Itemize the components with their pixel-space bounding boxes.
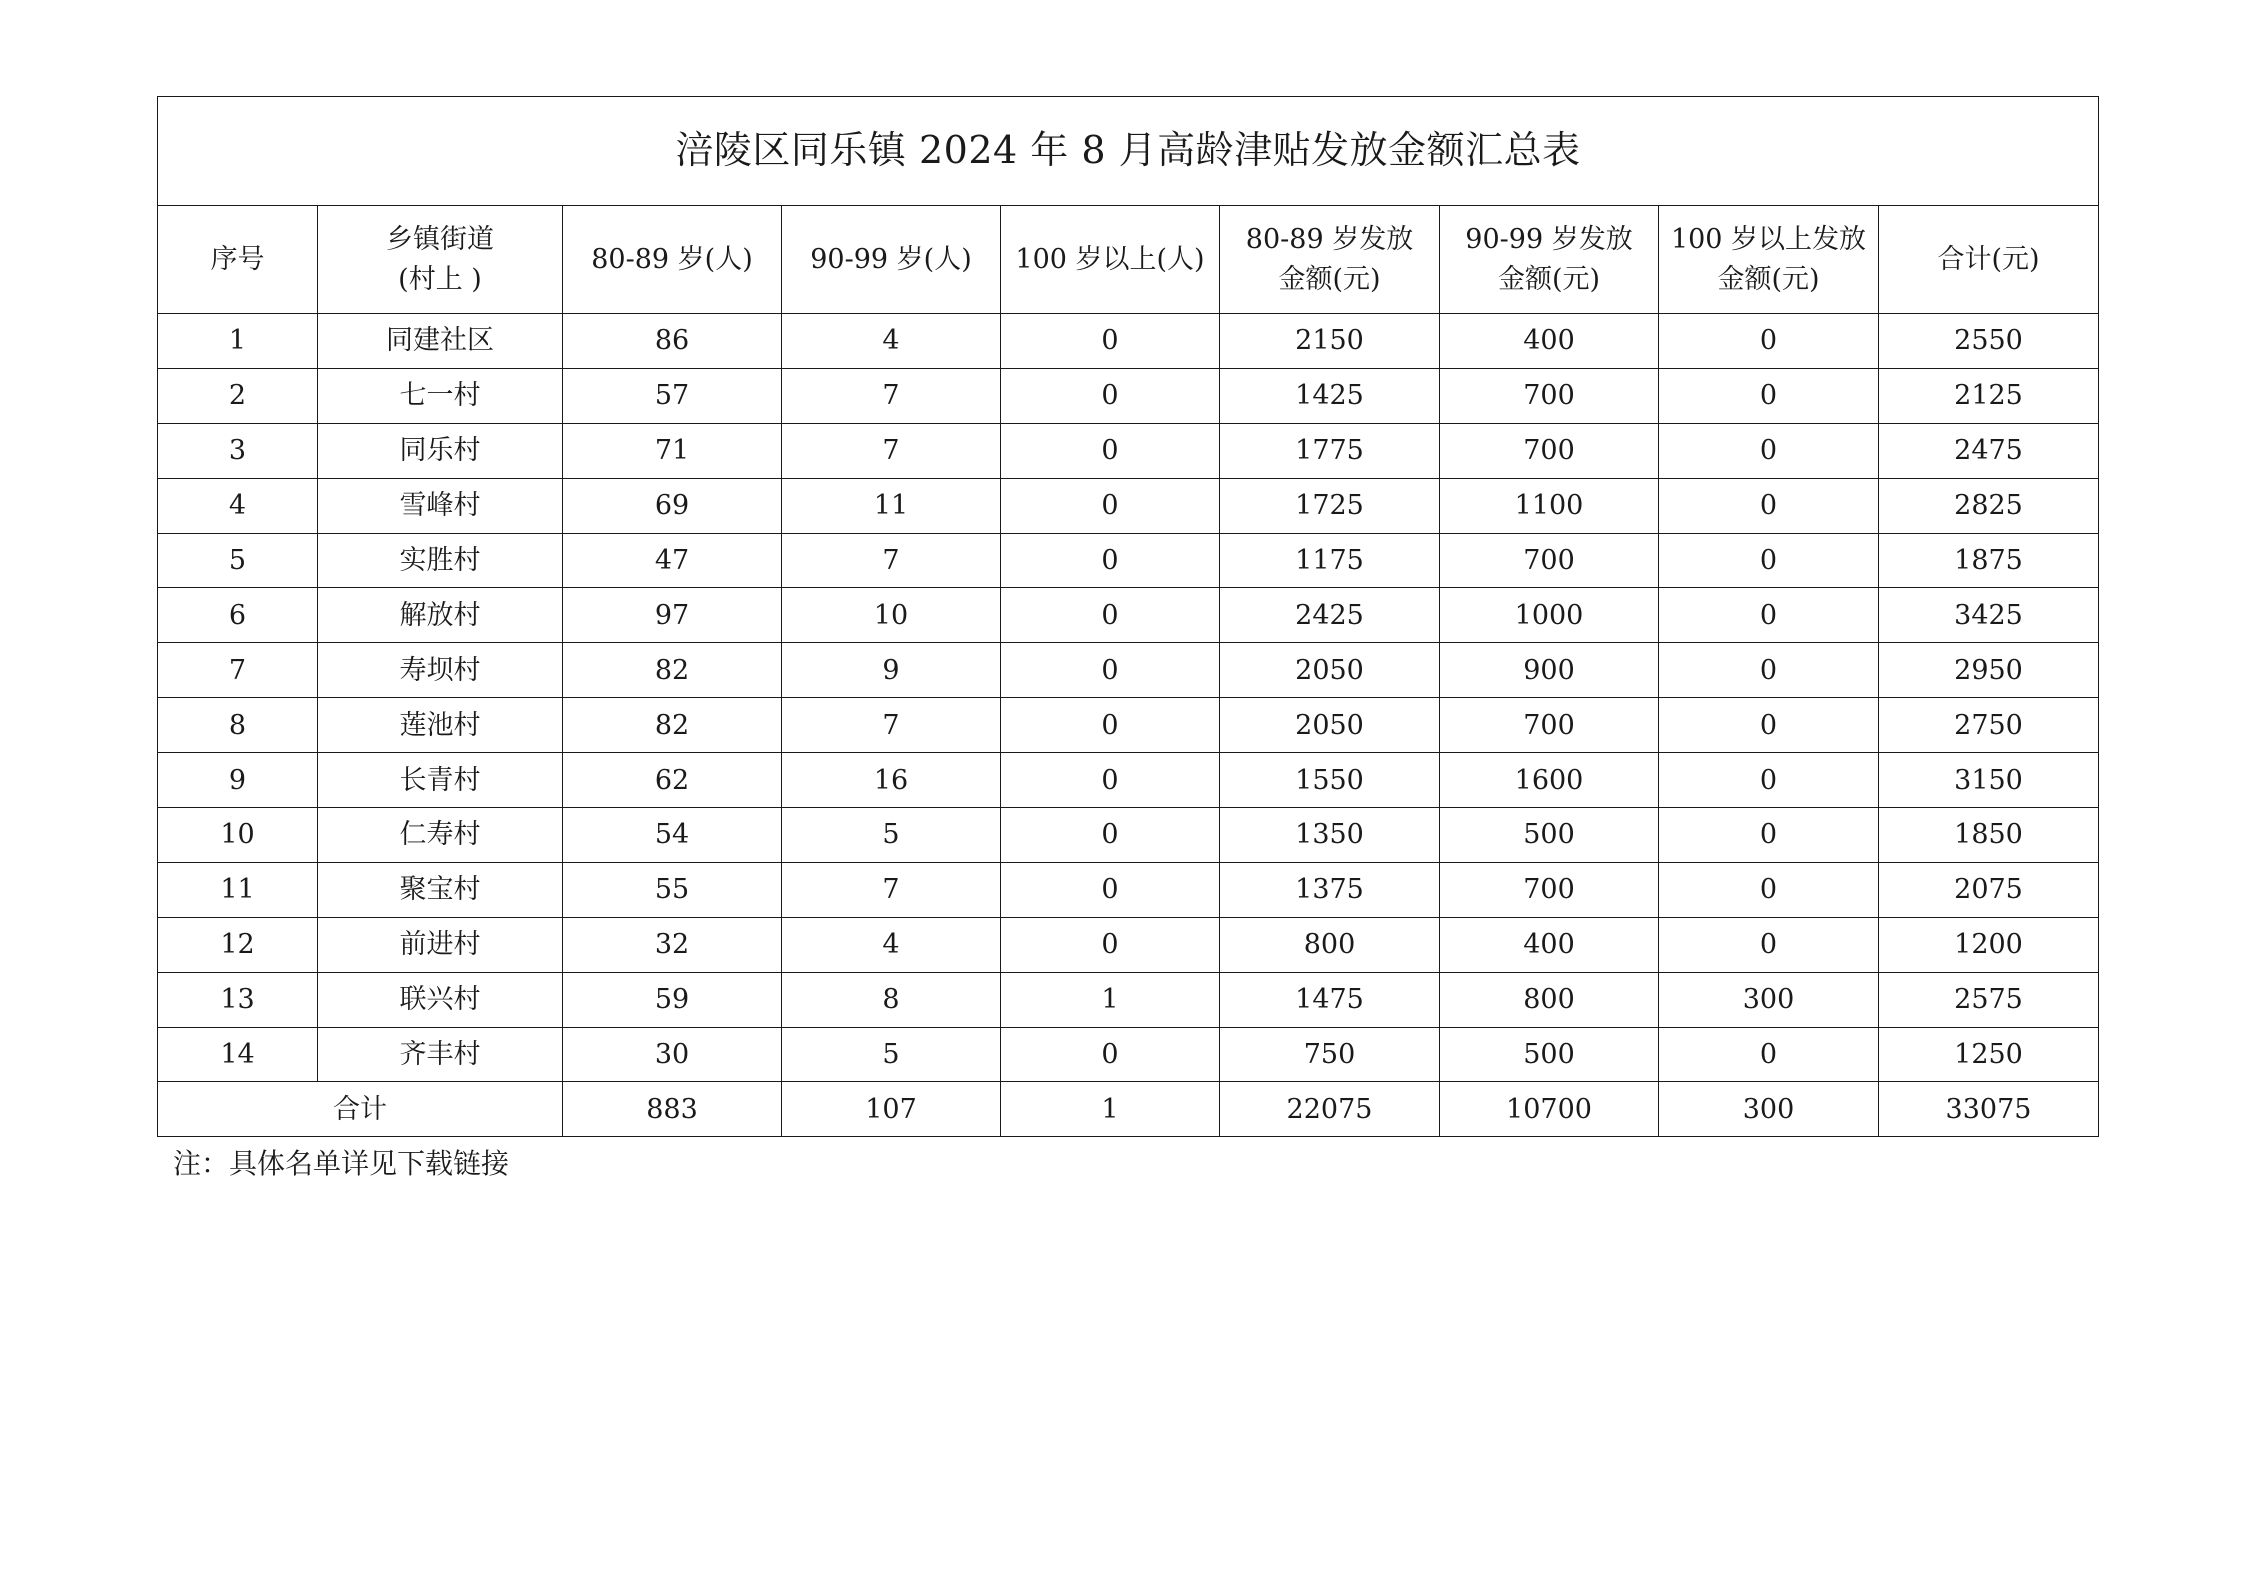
cell-amount-100-plus: 0 [1659, 423, 1879, 478]
cell-village: 莲池村 [318, 698, 563, 753]
table-row [158, 368, 2099, 423]
cell-amount-80-89: 2050 [1220, 643, 1440, 698]
total-total: 33075 [1879, 1082, 2099, 1137]
header-count-90-99 [782, 206, 1001, 314]
cell-index: 2 [158, 368, 318, 423]
header-line-1: 序号 [210, 243, 265, 275]
cell-amount-100-plus: 0 [1659, 588, 1879, 643]
cell-amount-90-99: 700 [1440, 368, 1659, 423]
cell-village: 同建社区 [318, 314, 563, 369]
cell-index: 7 [158, 643, 318, 698]
cell-amount-90-99: 1000 [1440, 588, 1659, 643]
cell-amount-100-plus: 0 [1659, 533, 1879, 588]
total-amount-100-plus: 300 [1659, 1082, 1879, 1137]
table-row [158, 588, 2099, 643]
cell-amount-100-plus: 0 [1659, 862, 1879, 917]
cell-count-80-89: 97 [563, 588, 782, 643]
cell-count-80-89: 86 [563, 314, 782, 369]
header-line-1: 合计(元) [1937, 243, 2040, 275]
cell-total: 2750 [1879, 698, 2099, 753]
cell-count-100-plus: 0 [1001, 368, 1220, 423]
cell-amount-90-99: 500 [1440, 808, 1659, 863]
cell-amount-100-plus: 0 [1659, 917, 1879, 972]
cell-village: 齐丰村 [318, 1027, 563, 1082]
cell-index: 14 [158, 1027, 318, 1082]
cell-amount-90-99: 700 [1440, 423, 1659, 478]
cell-village: 仁寿村 [318, 808, 563, 863]
cell-total: 1200 [1879, 917, 2099, 972]
cell-total: 3425 [1879, 588, 2099, 643]
cell-count-100-plus: 0 [1001, 1027, 1220, 1082]
cell-amount-80-89: 1375 [1220, 862, 1440, 917]
table-row [158, 753, 2099, 808]
cell-total: 2125 [1879, 368, 2099, 423]
cell-count-100-plus: 0 [1001, 423, 1220, 478]
cell-total: 2825 [1879, 478, 2099, 533]
header-amount-100-plus [1659, 206, 1879, 314]
cell-total: 3150 [1879, 753, 2099, 808]
header-line-2: 金额(元) [1278, 263, 1381, 295]
header-line-1: 100 岁以上发放 [1670, 224, 1867, 256]
cell-count-90-99: 7 [782, 862, 1001, 917]
cell-count-90-99: 4 [782, 314, 1001, 369]
cell-amount-80-89: 1350 [1220, 808, 1440, 863]
cell-village: 聚宝村 [318, 862, 563, 917]
cell-count-90-99: 5 [782, 808, 1001, 863]
cell-count-90-99: 9 [782, 643, 1001, 698]
table-row [158, 808, 2099, 863]
cell-count-90-99: 7 [782, 368, 1001, 423]
cell-index: 11 [158, 862, 318, 917]
header-index [158, 206, 318, 314]
cell-index: 6 [158, 588, 318, 643]
cell-total: 2950 [1879, 643, 2099, 698]
cell-count-80-89: 82 [563, 698, 782, 753]
cell-count-90-99: 4 [782, 917, 1001, 972]
cell-village: 雪峰村 [318, 478, 563, 533]
cell-amount-90-99: 400 [1440, 917, 1659, 972]
cell-count-90-99: 10 [782, 588, 1001, 643]
cell-count-80-89: 82 [563, 643, 782, 698]
cell-total: 2075 [1879, 862, 2099, 917]
cell-amount-90-99: 700 [1440, 862, 1659, 917]
header-total [1879, 206, 2099, 314]
cell-amount-90-99: 800 [1440, 972, 1659, 1027]
cell-count-80-89: 57 [563, 368, 782, 423]
cell-index: 1 [158, 314, 318, 369]
cell-amount-80-89: 2425 [1220, 588, 1440, 643]
cell-index: 4 [158, 478, 318, 533]
header-line-1: 80-89 岁发放 [1245, 224, 1414, 256]
cell-amount-80-89: 1550 [1220, 753, 1440, 808]
total-count-80-89: 883 [563, 1082, 782, 1137]
cell-index: 3 [158, 423, 318, 478]
table-row [158, 862, 2099, 917]
total-label: 合计 [158, 1082, 563, 1137]
cell-count-100-plus: 0 [1001, 588, 1220, 643]
cell-amount-90-99: 400 [1440, 314, 1659, 369]
header-row [158, 206, 2099, 314]
table-row [158, 478, 2099, 533]
cell-amount-90-99: 1600 [1440, 753, 1659, 808]
cell-index: 13 [158, 972, 318, 1027]
table-row [158, 698, 2099, 753]
cell-amount-100-plus: 0 [1659, 1027, 1879, 1082]
cell-village: 寿坝村 [318, 643, 563, 698]
cell-amount-80-89: 2150 [1220, 314, 1440, 369]
header-line-1: 90-99 岁发放 [1465, 224, 1633, 256]
cell-total: 2550 [1879, 314, 2099, 369]
cell-count-80-89: 32 [563, 917, 782, 972]
cell-amount-80-89: 1725 [1220, 478, 1440, 533]
cell-village: 前进村 [318, 917, 563, 972]
cell-count-100-plus: 0 [1001, 698, 1220, 753]
cell-amount-100-plus: 300 [1659, 972, 1879, 1027]
cell-count-90-99: 11 [782, 478, 1001, 533]
cell-index: 9 [158, 753, 318, 808]
cell-total: 1850 [1879, 808, 2099, 863]
cell-amount-90-99: 1100 [1440, 478, 1659, 533]
cell-count-90-99: 7 [782, 533, 1001, 588]
cell-count-100-plus: 1 [1001, 972, 1220, 1027]
summary-sheet [157, 96, 2098, 1137]
allowance-summary-table [157, 96, 2099, 1137]
cell-amount-80-89: 1175 [1220, 533, 1440, 588]
cell-village: 解放村 [318, 588, 563, 643]
cell-amount-80-89: 750 [1220, 1027, 1440, 1082]
cell-amount-90-99: 700 [1440, 698, 1659, 753]
cell-count-80-89: 69 [563, 478, 782, 533]
header-count-100-plus [1001, 206, 1220, 314]
cell-amount-90-99: 900 [1440, 643, 1659, 698]
cell-amount-100-plus: 0 [1659, 478, 1879, 533]
cell-village: 同乐村 [318, 423, 563, 478]
header-line-1: 100 岁以上(人) [1015, 243, 1205, 275]
cell-amount-80-89: 800 [1220, 917, 1440, 972]
cell-index: 10 [158, 808, 318, 863]
cell-index: 5 [158, 533, 318, 588]
cell-index: 8 [158, 698, 318, 753]
table-row [158, 1027, 2099, 1082]
table-title: 涪陵区同乐镇 2024 年 8 月高龄津贴发放金额汇总表 [158, 97, 2099, 206]
cell-count-80-89: 30 [563, 1027, 782, 1082]
header-count-80-89 [563, 206, 782, 314]
footnote: 注：具体名单详见下载链接 [173, 1147, 510, 1180]
cell-count-100-plus: 0 [1001, 314, 1220, 369]
cell-amount-100-plus: 0 [1659, 753, 1879, 808]
cell-count-90-99: 5 [782, 1027, 1001, 1082]
cell-count-100-plus: 0 [1001, 643, 1220, 698]
total-amount-90-99: 10700 [1440, 1082, 1659, 1137]
table-row [158, 314, 2099, 369]
cell-total: 1875 [1879, 533, 2099, 588]
cell-count-100-plus: 0 [1001, 862, 1220, 917]
header-line-1: 90-99 岁(人) [810, 243, 972, 275]
header-amount-90-99 [1440, 206, 1659, 314]
cell-amount-80-89: 1475 [1220, 972, 1440, 1027]
table-row [158, 533, 2099, 588]
cell-count-80-89: 54 [563, 808, 782, 863]
cell-total: 2475 [1879, 423, 2099, 478]
total-count-100-plus: 1 [1001, 1082, 1220, 1137]
cell-village: 联兴村 [318, 972, 563, 1027]
cell-count-90-99: 16 [782, 753, 1001, 808]
cell-count-80-89: 71 [563, 423, 782, 478]
header-line-2: 金额(元) [1717, 263, 1820, 295]
cell-village: 七一村 [318, 368, 563, 423]
cell-amount-100-plus: 0 [1659, 314, 1879, 369]
cell-amount-100-plus: 0 [1659, 808, 1879, 863]
cell-amount-100-plus: 0 [1659, 368, 1879, 423]
cell-count-90-99: 7 [782, 698, 1001, 753]
cell-count-100-plus: 0 [1001, 533, 1220, 588]
header-line-2: (村上 ) [398, 263, 482, 295]
header-village [318, 206, 563, 314]
cell-village: 长青村 [318, 753, 563, 808]
cell-count-80-89: 55 [563, 862, 782, 917]
table-row [158, 917, 2099, 972]
cell-count-80-89: 62 [563, 753, 782, 808]
table-row [158, 423, 2099, 478]
cell-count-80-89: 47 [563, 533, 782, 588]
cell-count-80-89: 59 [563, 972, 782, 1027]
cell-count-100-plus: 0 [1001, 753, 1220, 808]
cell-total: 2575 [1879, 972, 2099, 1027]
cell-count-100-plus: 0 [1001, 808, 1220, 863]
table-row [158, 972, 2099, 1027]
header-line-1: 乡镇街道 [386, 224, 494, 256]
cell-amount-100-plus: 0 [1659, 643, 1879, 698]
cell-village: 实胜村 [318, 533, 563, 588]
cell-count-100-plus: 0 [1001, 917, 1220, 972]
header-line-1: 80-89 岁(人) [591, 243, 753, 275]
cell-index: 12 [158, 917, 318, 972]
total-row [158, 1082, 2099, 1137]
total-count-90-99: 107 [782, 1082, 1001, 1137]
cell-amount-80-89: 1425 [1220, 368, 1440, 423]
cell-count-90-99: 8 [782, 972, 1001, 1027]
table-row [158, 643, 2099, 698]
cell-count-100-plus: 0 [1001, 478, 1220, 533]
cell-total: 1250 [1879, 1027, 2099, 1082]
total-amount-80-89: 22075 [1220, 1082, 1440, 1137]
cell-amount-100-plus: 0 [1659, 698, 1879, 753]
header-amount-80-89 [1220, 206, 1440, 314]
cell-count-90-99: 7 [782, 423, 1001, 478]
cell-amount-90-99: 700 [1440, 533, 1659, 588]
cell-amount-80-89: 2050 [1220, 698, 1440, 753]
header-line-2: 金额(元) [1497, 263, 1601, 295]
cell-amount-90-99: 500 [1440, 1027, 1659, 1082]
cell-amount-80-89: 1775 [1220, 423, 1440, 478]
